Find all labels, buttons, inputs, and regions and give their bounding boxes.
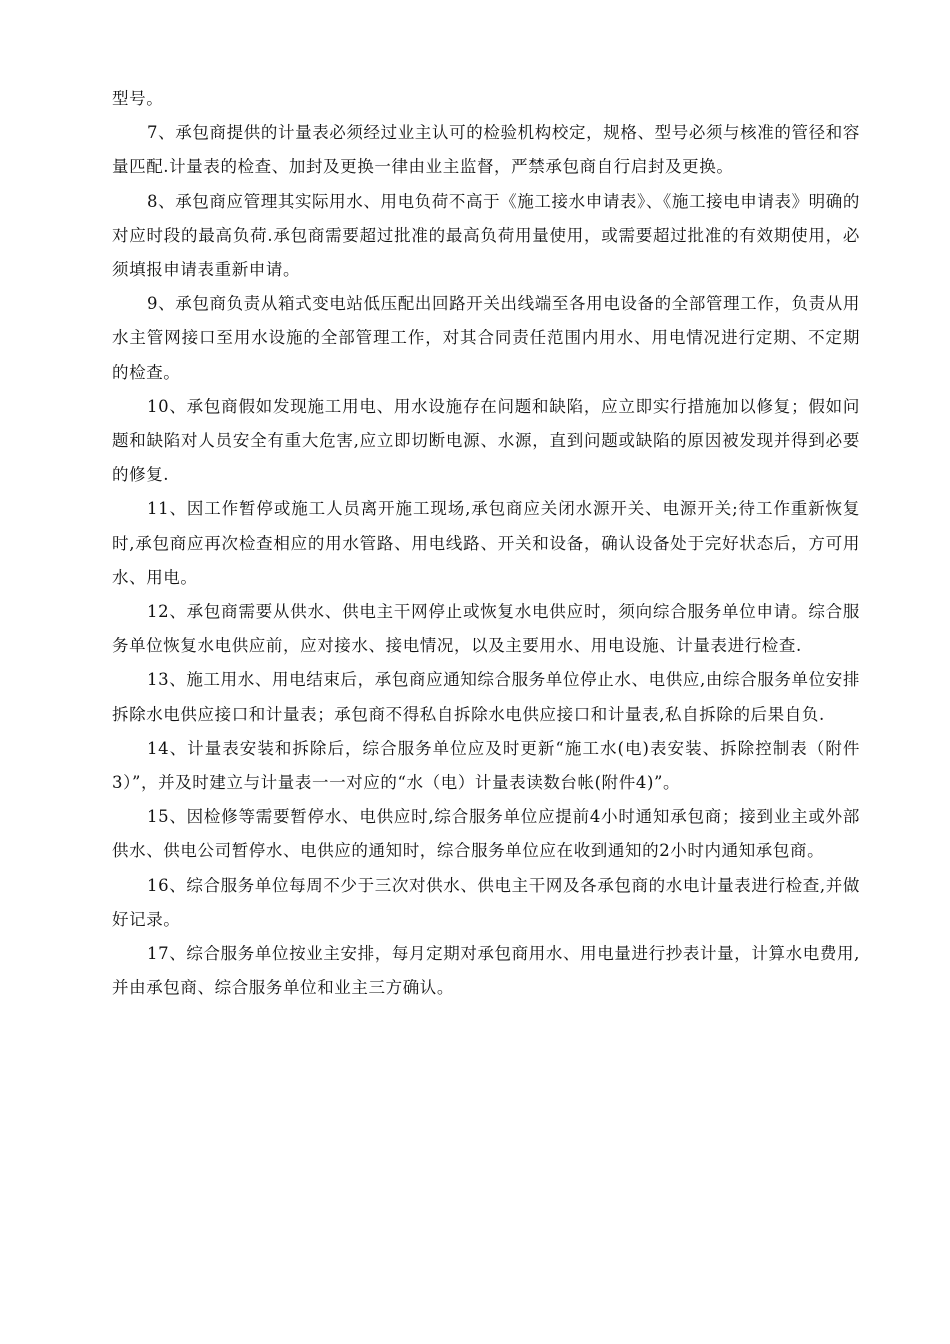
paragraph-item-14: 14、计量表安装和拆除后，综合服务单位应及时更新“施工水(电)表安装、拆除控制表（附件3）”，并及时建立与计量表一一对应的“水（电）计量表读数台帐(附件4)”。 <box>112 738 860 793</box>
paragraph-item-7: 7、承包商提供的计量表必须经过业主认可的检验机构校定，规格、型号必须与核准的管径和容量匹配.计量表的检查、加封及更换一律由业主监督，严禁承包商自行启封及更换。 <box>112 123 860 177</box>
paragraph-continuation: 型号。 <box>112 89 164 108</box>
paragraph-item-16: 16、综合服务单位每周不少于三次对供水、供电主干网及各承包商的水电计量表进行检查,并做好记录。 <box>112 875 860 929</box>
paragraph-item-10: 10、承包商假如发现施工用电、用水设施存在问题和缺陷，应立即实行措施加以修复；假如问题和缺陷对人员安全有重大危害,应立即切断电源、水源，直到问题或缺陷的原因被发现并得到必要的修复. <box>112 396 860 485</box>
paragraph-item-8: 8、承包商应管理其实际用水、用电负荷不高于《施工接水申请表》、《施工接电申请表》明确的对应时段的最高负荷.承包商需要超过批准的最高负荷用量使用，或需要超过批准的有效期使用，必须填报申请表重新申请。 <box>112 191 860 280</box>
paragraph-item-12: 12、承包商需要从供水、供电主干网停止或恢复水电供应时，须向综合服务单位申请。综合服务单位恢复水电供应前，应对接水、接电情况，以及主要用水、用电设施、计量表进行检查. <box>112 602 860 656</box>
paragraph-item-11: 11、因工作暂停或施工人员离开施工现场,承包商应关闭水源开关、电源开关;待工作重新恢复时,承包商应再次检查相应的用水管路、用电线路、开关和设备，确认设备处于完好状态后，方可用水、用电。 <box>112 499 860 587</box>
paragraph-item-9: 9、承包商负责从箱式变电站低压配出回路开关出线端至各用电设备的全部管理工作，负责从用水主管网接口至用水设施的全部管理工作，对其合同责任范围内用水、用电情况进行定期、不定期的检查。 <box>112 294 860 382</box>
document-body <box>112 82 860 1005</box>
paragraph-item-17: 17、综合服务单位按业主安排，每月定期对承包商用水、用电量进行抄表计量，计算水电费用,并由承包商、综合服务单位和业主三方确认。 <box>112 944 860 998</box>
paragraph-item-15: 15、因检修等需要暂停水、电供应时,综合服务单位应提前4小时通知承包商；接到业主或外部供水、供电公司暂停水、电供应的通知时，综合服务单位应在收到通知的2小时内通知承包商。 <box>112 807 860 861</box>
paragraph-item-13: 13、施工用水、用电结束后，承包商应通知综合服务单位停止水、电供应,由综合服务单位安排拆除水电供应接口和计量表；承包商不得私自拆除水电供应接口和计量表,私自拆除的后果自负. <box>112 670 860 724</box>
